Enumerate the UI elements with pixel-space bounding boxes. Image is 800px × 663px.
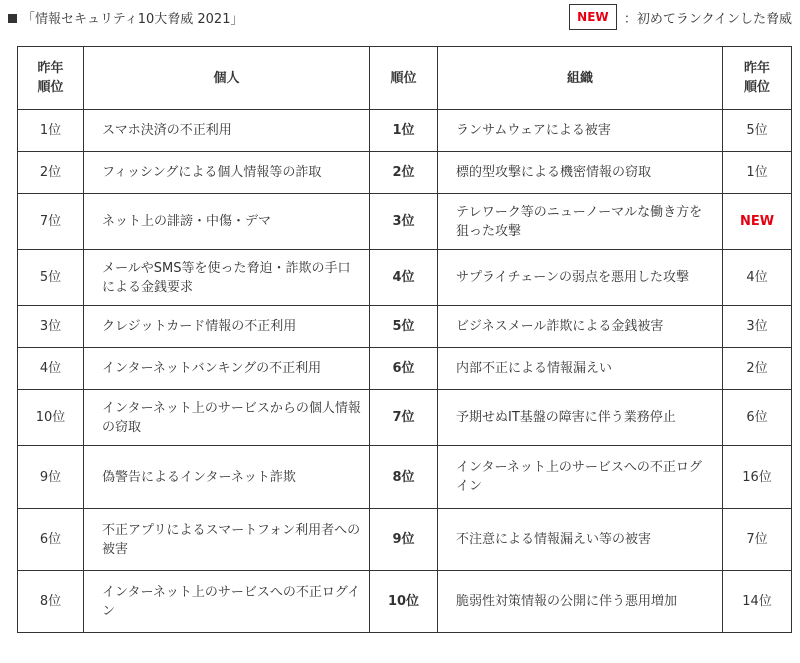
organization-threat: ランサムウェアによる被害 xyxy=(438,110,723,152)
new-badge: NEW xyxy=(569,4,617,30)
rank-cell: 4位 xyxy=(370,250,438,306)
table-row xyxy=(18,571,792,633)
individual-prev-rank: 2位 xyxy=(18,152,84,194)
threat-ranking-table xyxy=(17,46,792,633)
table-row xyxy=(18,306,792,348)
organization-threat: テレワーク等のニューノーマルな働き方を狙った攻撃 xyxy=(438,194,723,250)
individual-prev-rank: 6位 xyxy=(18,509,84,571)
header-rank: 順位 xyxy=(370,47,438,110)
individual-threat: インターネット上のサービスからの個人情報の窃取 xyxy=(84,390,370,446)
header-organization: 組織 xyxy=(438,47,723,110)
table-row xyxy=(18,194,792,250)
organization-prev-rank: 14位 xyxy=(723,571,792,633)
organization-threat: ビジネスメール詐欺による金銭被害 xyxy=(438,306,723,348)
individual-prev-rank: 3位 xyxy=(18,306,84,348)
table-row xyxy=(18,348,792,390)
table-row xyxy=(18,390,792,446)
organization-prev-rank: NEW xyxy=(723,194,792,250)
rank-cell: 7位 xyxy=(370,390,438,446)
organization-threat: インターネット上のサービスへの不正ログイン xyxy=(438,446,723,509)
organization-prev-rank: 4位 xyxy=(723,250,792,306)
individual-prev-rank: 7位 xyxy=(18,194,84,250)
rank-cell: 5位 xyxy=(370,306,438,348)
organization-prev-rank: 7位 xyxy=(723,509,792,571)
individual-prev-rank: 4位 xyxy=(18,348,84,390)
individual-threat: メールやSMS等を使った脅迫・詐欺の手口による金銭要求 xyxy=(84,250,370,306)
rank-cell: 2位 xyxy=(370,152,438,194)
table-row xyxy=(18,446,792,509)
page-title xyxy=(8,8,243,27)
table-header-row xyxy=(18,47,792,110)
table-row xyxy=(18,509,792,571)
individual-threat: 不正アプリによるスマートフォン利用者への被害 xyxy=(84,509,370,571)
individual-threat: クレジットカード情報の不正利用 xyxy=(84,306,370,348)
organization-threat: サプライチェーンの弱点を悪用した攻撃 xyxy=(438,250,723,306)
organization-prev-rank: 5位 xyxy=(723,110,792,152)
individual-threat: スマホ決済の不正利用 xyxy=(84,110,370,152)
individual-prev-rank: 1位 xyxy=(18,110,84,152)
table-row xyxy=(18,110,792,152)
table-row xyxy=(18,152,792,194)
organization-threat: 脆弱性対策情報の公開に伴う悪用増加 xyxy=(438,571,723,633)
organization-prev-rank: 16位 xyxy=(723,446,792,509)
rank-cell: 3位 xyxy=(370,194,438,250)
individual-threat: インターネットバンキングの不正利用 xyxy=(84,348,370,390)
organization-threat: 不注意による情報漏えい等の被害 xyxy=(438,509,723,571)
rank-cell: 9位 xyxy=(370,509,438,571)
organization-prev-rank: 3位 xyxy=(723,306,792,348)
individual-threat: ネット上の誹謗・中傷・デマ xyxy=(84,194,370,250)
organization-prev-rank: 2位 xyxy=(723,348,792,390)
organization-threat: 標的型攻撃による機密情報の窃取 xyxy=(438,152,723,194)
header-prev-rank-organization: 昨年 順位 xyxy=(723,47,792,110)
individual-prev-rank: 8位 xyxy=(18,571,84,633)
header-prev-rank-individual: 昨年 順位 xyxy=(18,47,84,110)
rank-cell: 1位 xyxy=(370,110,438,152)
square-bullet-icon xyxy=(8,14,17,23)
individual-prev-rank: 10位 xyxy=(18,390,84,446)
organization-prev-rank: 1位 xyxy=(723,152,792,194)
individual-prev-rank: 5位 xyxy=(18,250,84,306)
header-individual: 個人 xyxy=(84,47,370,110)
legend xyxy=(569,4,792,30)
rank-cell: 10位 xyxy=(370,571,438,633)
rank-cell: 8位 xyxy=(370,446,438,509)
legend-text: ：初めてランクインした脅威 xyxy=(623,11,792,27)
individual-threat: フィッシングによる個人情報等の詐取 xyxy=(84,152,370,194)
individual-prev-rank: 9位 xyxy=(18,446,84,509)
organization-threat: 内部不正による情報漏えい xyxy=(438,348,723,390)
organization-prev-rank: 6位 xyxy=(723,390,792,446)
table-row xyxy=(18,250,792,306)
page-title-text: 「情報セキュリティ10大脅威 2021」 xyxy=(22,12,244,27)
individual-threat: 偽警告によるインターネット詐欺 xyxy=(84,446,370,509)
rank-cell: 6位 xyxy=(370,348,438,390)
organization-threat: 予期せぬIT基盤の障害に伴う業務停止 xyxy=(438,390,723,446)
individual-threat: インターネット上のサービスへの不正ログイン xyxy=(84,571,370,633)
